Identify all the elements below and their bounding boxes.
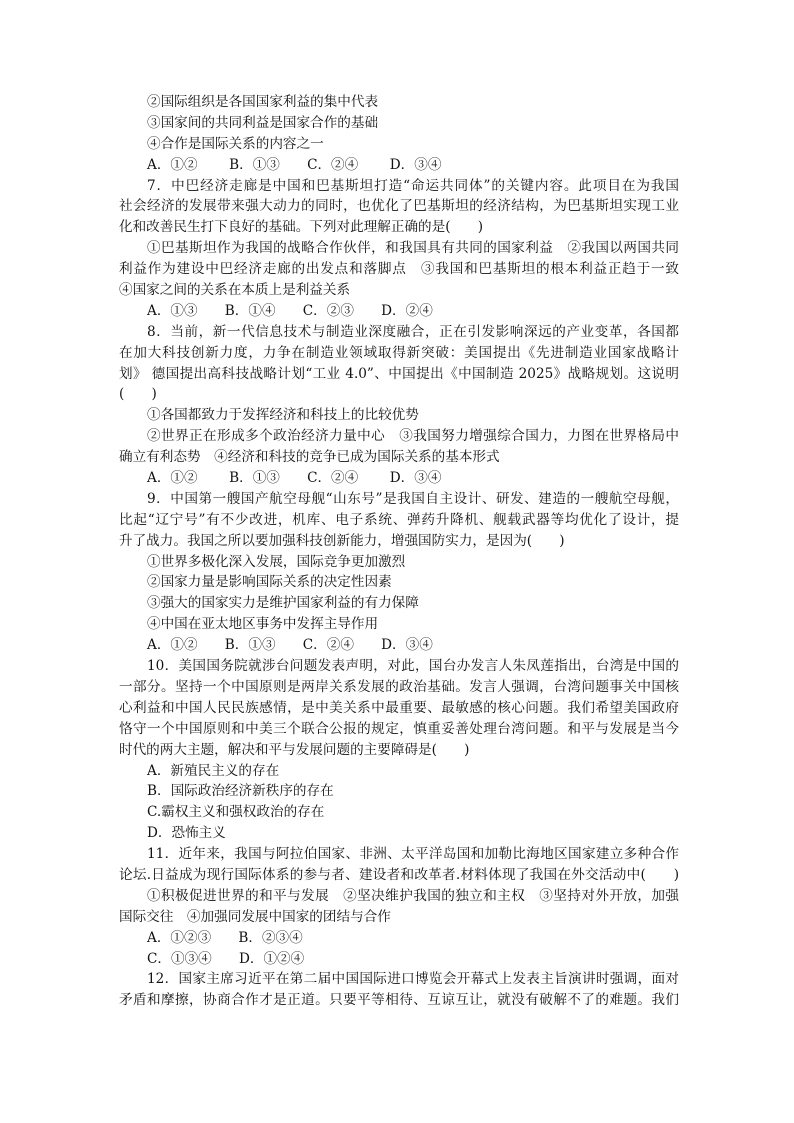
text-line: ③国家间的共同利益是国家合作的基础 [147, 114, 379, 131]
text-line: A．①③ B．①④ C．②③ D．②④ [147, 302, 433, 319]
text-line: 心利益和中国人民民族感情，是中美关系中最重要、最敏感的核心问题。我们希望美国政府 [119, 699, 679, 716]
text-line: ②世界正在形成多个政治经济力量中心 ③我国努力增强综合国力，力图在世界格局中 [147, 428, 679, 445]
text-line: ( ) [119, 386, 157, 403]
text-line: ④中国在亚太地区事务中发挥主导作用 [147, 616, 379, 633]
text-line: ①各国都致力于发挥经济和科技上的比较优势 [147, 407, 419, 424]
text-line: 确立有利态势 ④经济和科技的竞争已成为国际关系的基本形式 [119, 449, 500, 466]
text-line: ②国际组织是各国国家利益的集中代表 [147, 94, 379, 110]
text-line: ②国家力量是影响国际关系的决定性因素 [147, 574, 392, 591]
text-line: 矛盾和摩擦，协商合作才是正道。只要平等相待、互谅互让，就没有破解不了的难题。我们 [119, 992, 679, 1009]
text-line: A．①② B．①③ C．②④ D．③④ [147, 470, 442, 487]
text-line: 8．当前，新一代信息技术与制造业深度融合，正在引发影响深远的产业变革，各国都 [147, 323, 679, 340]
text-line: 国际交往 ④加强同发展中国家的团结与合作 [119, 908, 391, 925]
text-line: 7．中巴经济走廊是中国和巴基斯坦打造“命运共同体”的关键内容。此项目在为我国 [147, 177, 679, 194]
text-line: 利益作为建设中巴经济走廊的出发点和落脚点 ③我国和巴基斯坦的根本利益正趋于一致 [119, 261, 679, 278]
text-line: 10．美国国务院就涉台问题发表声明，对此，国台办发言人朱凤莲指出，台湾是中国的 [147, 658, 679, 675]
text-line: ④合作是国际关系的内容之一 [147, 135, 324, 152]
text-line: ④国家之间的关系在本质上是利益关系 [119, 282, 351, 299]
text-line: 在加大科技创新力度，力争在制造业领域取得新突破：美国提出《先进制造业国家战略计 [119, 344, 679, 361]
text-line: ①积极促进世界的和平与发展 ②坚决维护我国的独立和主权 ③坚持对外开放，加强 [147, 887, 679, 904]
text-line: 升了战力。我国之所以要加强科技创新能力，增强国防实力，是因为( ) [119, 532, 565, 549]
text-line: 12．国家主席习近平在第二届中国国际进口博览会开幕式上发表主旨演讲时强调，面对 [147, 971, 679, 988]
text-line: ①巴基斯坦作为我国的战略合作伙伴，和我国具有共同的国家利益 ②我国以两国共同 [147, 240, 679, 257]
text-line: 社会经济的发展带来强大动力的同时，也优化了巴基斯坦的经济结构，为巴基斯坦实现工业 [119, 198, 679, 215]
text-line: A．①② B．①③ C．②④ D．③④ [147, 156, 442, 173]
question-text-body [119, 92, 679, 1011]
text-line: A．新殖民主义的存在 [147, 762, 280, 779]
text-line: 一部分。坚持一个中国原则是两岸关系发展的政治基础。发言人强调，台湾问题事关中国核 [119, 678, 679, 695]
text-line: 比起“辽宁号”有不少改进，机库、电子系统、弹药升降机、舰载武器等均优化了设计，提 [119, 511, 679, 528]
text-line: 化和改善民生打下良好的基础。下列对此理解正确的是( ) [119, 219, 484, 236]
text-line: D．恐怖主义 [147, 825, 226, 842]
text-line: 划》 德国提出高科技战略计划“工业 4.0”、中国提出《中国制造 2025》战略规划。这说明 [119, 365, 679, 382]
text-line: 时代的两大主题，解决和平与发展问题的主要障碍是( ) [119, 741, 470, 758]
text-line: C．①③④ D．①②④ [147, 950, 305, 967]
text-line: A．①② B．①③ C．②④ D．③④ [147, 637, 433, 654]
text-line: B．国际政治经济新秩序的存在 [147, 783, 334, 800]
text-line: ①世界多极化深入发展，国际竞争更加激烈 [147, 553, 406, 570]
text-line: A．①②③ B．②③④ [147, 929, 303, 946]
text-line: ③强大的国家实力是维护国家利益的有力保障 [147, 595, 419, 612]
text-line: 论坛.日益成为现行国际体系的参与者、建设者和改革者.材料体现了我国在外交活动中( ) [119, 866, 679, 883]
text-line: 11．近年来，我国与阿拉伯国家、非洲、太平洋岛国和加勒比海地区国家建立多种合作 [147, 846, 679, 863]
text-line: 恪守一个中国原则和中美三个联合公报的规定，慎重妥善处理台湾问题。和平与发展是当今 [119, 720, 679, 737]
text-line: C.霸权主义和强权政治的存在 [147, 804, 325, 821]
text-line: 9．中国第一艘国产航空母舰“山东号”是我国自主设计、研发、建造的一艘航空母舰， [147, 490, 679, 507]
